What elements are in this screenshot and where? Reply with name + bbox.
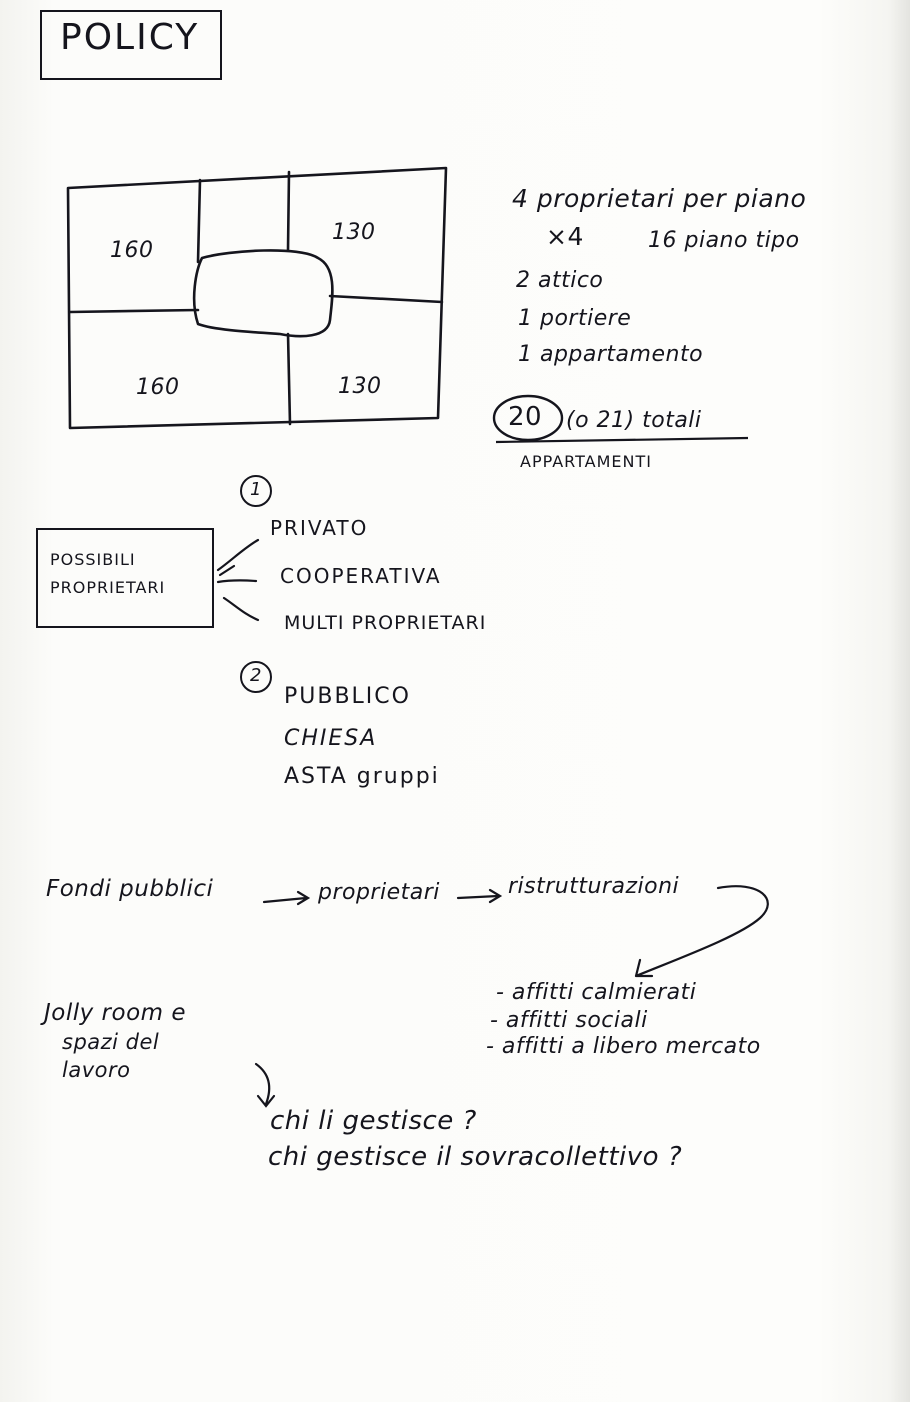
count-multiplier: ×4 [546,222,584,251]
unit-area-bottom-right: 130 [338,374,382,399]
rooms-arrow [256,1064,274,1106]
rent-type-2: - affitti sociali [490,1008,648,1033]
flow-step-2: proprietari [318,880,440,905]
total-caption: APPARTAMENTI [520,452,652,471]
plan-wall-top-right [288,172,289,250]
question-1: chi li gestisce ? [270,1106,477,1136]
rent-arrow [636,886,768,976]
owner-arrow-down [224,598,258,620]
flow-step-1: Fondi pubblici [46,876,214,902]
total-text: (o 21) totali [566,408,702,433]
count-line-3: 2 attico [516,268,604,293]
flow-arrow-1 [264,892,308,904]
rent-type-1: - affitti calmierati [496,980,697,1005]
flow-step-3: ristrutturazioni [508,874,680,899]
plan-wall-bottom [288,334,290,424]
plan-wall-top-left [198,180,200,262]
count-line-4: 1 portiere [518,306,632,331]
count-line-2: 16 piano tipo [648,228,800,253]
owner-auction: ASTA gruppi [284,764,440,789]
owner-arrow-mid [218,580,256,582]
owner-multi: MULTI PROPRIETARI [284,612,487,634]
flow-arrow-2 [458,890,500,902]
unit-area-top-right: 130 [332,220,376,245]
owner-private: PRIVATO [270,516,369,540]
count-line-5: 1 appartamento [518,342,704,367]
owners-box-line-1: POSSIBILI [50,550,136,569]
owner-public: PUBBLICO [284,684,411,709]
page-title: POLICY [60,17,200,58]
group2-marker: 2 [250,665,262,686]
rooms-line-1: Jolly room e [44,1000,187,1026]
rooms-line-2: spazi del [62,1030,160,1054]
total-number: 20 [508,402,543,432]
unit-area-top-left: 160 [110,238,154,263]
plan-wall-left [70,310,198,312]
plan-wall-right [330,296,442,302]
unit-area-bottom-left: 160 [136,375,180,400]
owner-church: CHIESA [284,726,378,751]
rooms-line-3: lavoro [62,1058,131,1082]
rent-type-3: - affitti a libero mercato [486,1034,761,1059]
plan-core [194,250,332,336]
question-2: chi gestisce il sovracollettivo ? [268,1142,683,1172]
group1-marker: 1 [250,479,262,500]
count-line-1: 4 proprietari per piano [512,184,807,213]
owners-box-line-2: PROPRIETARI [50,578,166,597]
owner-cooperative: COOPERATIVA [280,564,442,588]
owner-arrow-up [218,540,258,570]
